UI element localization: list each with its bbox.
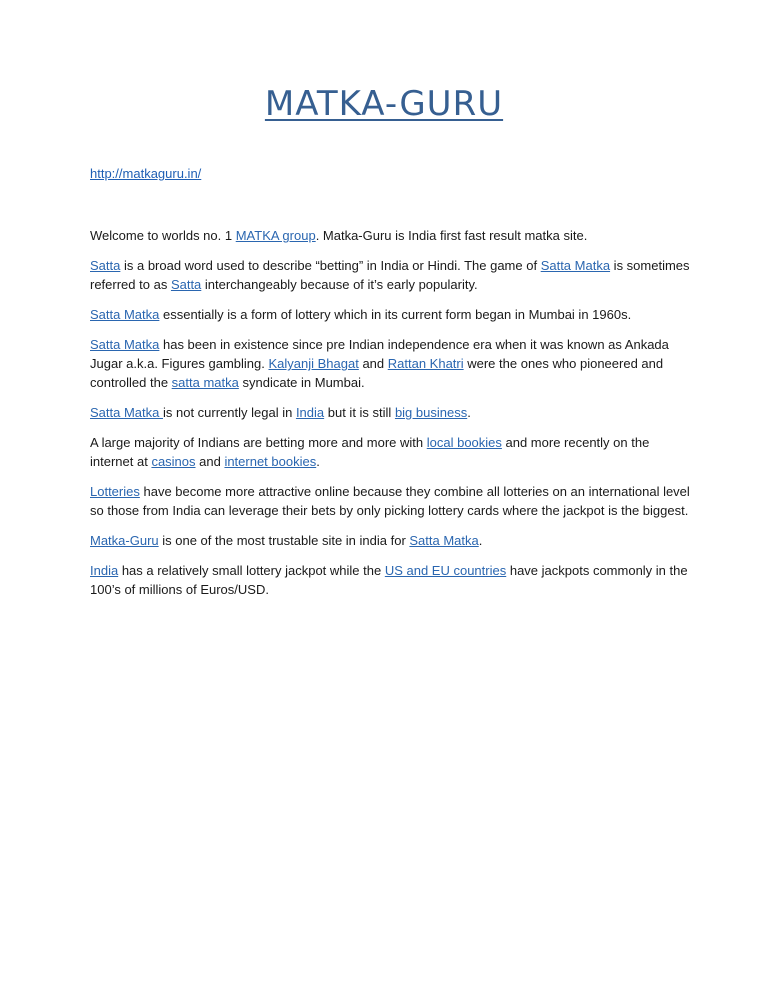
paragraph-text: has been in existence since pre Indian independence era when it was known as Ankada Jugar a.k.a. Figures gambling. (90, 337, 669, 371)
paragraph-text: and (358, 356, 388, 371)
inline-link[interactable]: India (295, 405, 325, 420)
paragraph (90, 226, 690, 245)
paragraph (90, 403, 690, 422)
inline-link[interactable]: Satta (90, 258, 121, 273)
paragraph (90, 305, 690, 324)
paragraph-text: A large majority of Indians are betting more and more with (90, 435, 427, 450)
paragraph-text: interchangeably because of it’s early popularity. (201, 277, 478, 292)
paragraph-text: . (478, 533, 483, 548)
paragraph-text: has a relatively small lottery jackpot while the (118, 563, 385, 578)
inline-link[interactable]: local bookies (426, 435, 502, 450)
paragraph (90, 531, 690, 550)
inline-link[interactable]: Satta Matka (90, 307, 160, 322)
paragraph (90, 482, 690, 520)
paragraph-text: is a broad word used to describe “betting” in India or Hindi. The game of (120, 258, 541, 273)
paragraph (90, 335, 690, 392)
inline-link[interactable]: India (90, 563, 119, 578)
inline-link[interactable]: Lotteries (90, 484, 140, 499)
document-body (90, 226, 690, 610)
paragraph-text: is sometimes referred to as (90, 258, 690, 292)
paragraph-text: syndicate in Mumbai. (238, 375, 365, 390)
paragraph-text: and more recently on the internet at (90, 435, 650, 469)
paragraph-text: is not currently legal in (162, 405, 296, 420)
inline-link[interactable]: Satta Matka (90, 337, 160, 352)
paragraph (90, 433, 690, 471)
paragraph-text: . (467, 405, 471, 420)
paragraph-text: . Matka-Guru is India first fast result matka site. (315, 228, 588, 243)
inline-link[interactable]: Satta (170, 277, 202, 292)
document-title: MATKA-GURU (264, 84, 504, 124)
inline-link[interactable]: MATKA group (235, 228, 316, 243)
paragraph-text: have become more attractive online because they combine all lotteries on an international level so those from India can leverage their bets by only picking lottery cards where the jackpot is the biggest. (90, 484, 690, 518)
paragraph-text: . (316, 454, 320, 469)
inline-link[interactable]: satta matka (171, 375, 239, 390)
paragraph-text: but it is still (324, 405, 395, 420)
paragraph-text: were the ones who pioneered and controlled the (90, 356, 664, 390)
inline-link[interactable]: Satta Matka (540, 258, 611, 273)
inline-link[interactable]: Rattan Khatri (387, 356, 464, 371)
paragraph-text: and (195, 454, 225, 469)
paragraph (90, 561, 690, 599)
paragraph-text: essentially is a form of lottery which in its current form began in Mumbai in 1960s. (159, 307, 632, 322)
paragraph (90, 256, 690, 294)
inline-link[interactable]: casinos (151, 454, 196, 469)
paragraph-text: have jackpots commonly in the 100’s of millions of Euros/USD. (90, 563, 688, 597)
site-url-link[interactable]: http://matkaguru.in/ (90, 166, 202, 181)
inline-link[interactable]: Satta Matka (90, 405, 163, 420)
inline-link[interactable]: Satta Matka (409, 533, 479, 548)
inline-link[interactable]: Matka-Guru (90, 533, 159, 548)
paragraph-text: Welcome to worlds no. 1 (90, 228, 236, 243)
inline-link[interactable]: Kalyanji Bhagat (268, 356, 359, 371)
inline-link[interactable]: US and EU countries (384, 563, 507, 578)
inline-link[interactable]: big business (394, 405, 468, 420)
paragraph-text: is one of the most trustable site in india for (158, 533, 410, 548)
inline-link[interactable]: internet bookies (224, 454, 317, 469)
